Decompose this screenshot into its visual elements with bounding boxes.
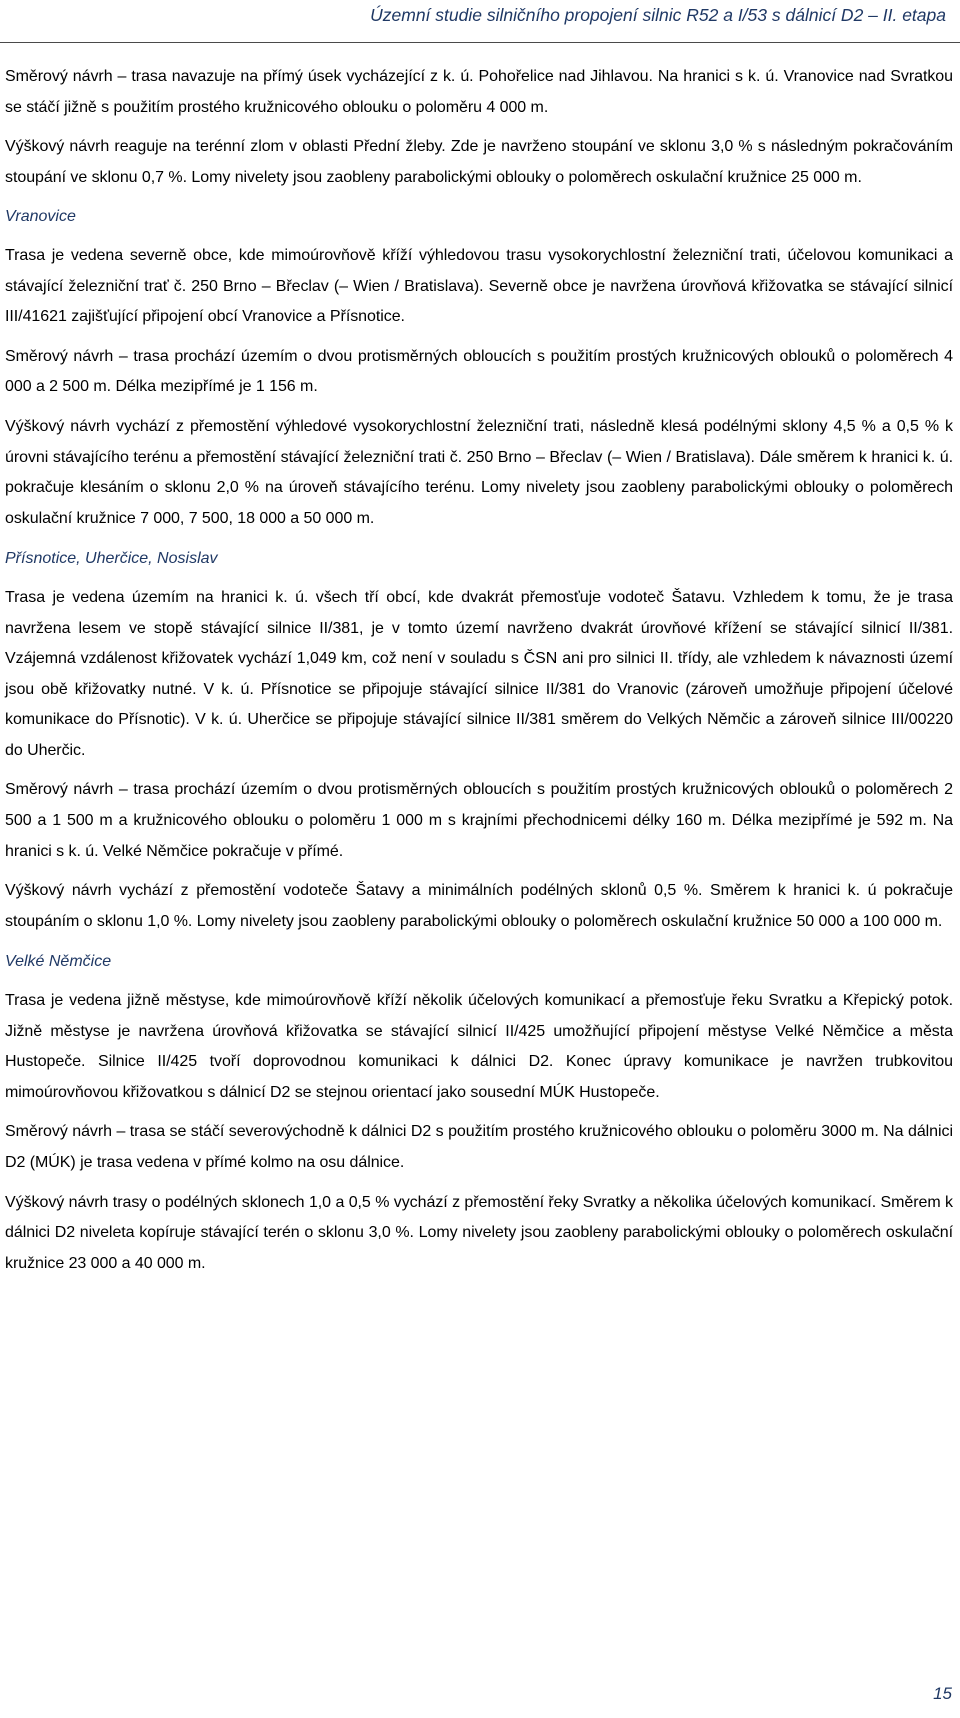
header-rule: [0, 42, 960, 43]
intro-paragraph-direction: Směrový návrh – trasa navazuje na přímý úsek vycházející z k. ú. Pohořelice nad Jihlavou. Na hranici s k. ú. Vranovice nad Svratkou se stáčí jižně s použitím prostého kružnicového oblouku o poloměru 4 000 m.: [5, 68, 953, 116]
section-title-velke-nemcice: Velké Němčice: [5, 953, 112, 971]
section-paragraph: Trasa je vedena severně obce, kde mimoúrovňově kříží výhledovou trasu vysokorychlostní železniční trati, účelovou komunikaci a stávající železniční trať č. 250 Brno – Břeclav (– Wien / Bratislava). Severně obce je navržena úrovňová křižovatka se stávající silnicí III/41621 zajišťující připojení obcí Vranovice a Přísnotice.: [5, 246, 953, 326]
section-paragraph: Směrový návrh – trasa se stáčí severovýchodně k dálnici D2 s použitím prostého kružnicového oblouku o poloměru 3000 m. Na dálnici D2 (MÚK) je trasa vedena v přímé kolmo na osu dálnice.: [5, 1123, 953, 1171]
section-paragraph: Směrový návrh – trasa prochází územím o dvou protisměrných obloucích s použitím prostých kružnicových oblouků o poloměrech 4 000 a 2 500 m. Délka mezipřímé je 1 156 m.: [5, 347, 953, 396]
running-header: Územní studie silničního propojení silnic R52 a I/53 s dálnicí D2 – II. etapa: [370, 5, 946, 25]
section-paragraph: Výškový návrh trasy o podélných sklonech 1,0 a 0,5 % vychází z přemostění řeky Svratky a několika účelových komunikací. Směrem k dálnici D2 niveleta kopíruje stávající terén o sklonu 3,0 %. Lomy nivelety jsou zaobleny parabolickými oblouky o poloměrech oskulační kružnice 23 000 a 40 000 m.: [5, 1193, 953, 1272]
section-title-prisnotice: Přísnotice, Uherčice, Nosislav: [5, 550, 218, 568]
section-paragraph: Výškový návrh vychází z přemostění výhledové vysokorychlostní železniční trati, následně klesá podélnými sklony 4,5 % a 0,5 % k úrovni stávajícího terénu a přemostění stávající železniční trati č. 250 Brno – Břeclav (– Wien / Bratislava). Dále směrem k hranici k. ú. pokračuje klesáním o sklonu 2,0 % na úroveň stávajícího terénu. Lomy nivelety jsou zaobleny parabolickými oblouky o poloměrech oskulační kružnice 7 000, 7 500, 18 000 a 50 000 m.: [5, 417, 953, 527]
section-title-vranovice: Vranovice: [5, 208, 76, 226]
section-paragraph: Směrový návrh – trasa prochází územím o dvou protisměrných obloucích s použitím prostých kružnicových oblouků o poloměrech 2 500 a 1 500 m a kružnicového oblouku o poloměru 1 000 m s krajními přechodnicemi délky 160 m. Délka mezipřímé je 592 m. Na hranici s k. ú. Velké Němčice pokračuje v přímé.: [5, 781, 953, 860]
section-paragraph: Trasa je vedena jižně městyse, kde mimoúrovňově kříží několik účelových komunikací a přemosťuje řeku Svratku a Křepický potok. Jižně městyse je navržena úrovňová křižovatka se stávající silnicí II/425 umožňující připojení městyse Velké Němčice a města Hustopeče. Silnice II/425 tvoří doprovodnou komunikaci k dálnici D2. Konec úpravy komunikace je navržen trubkovitou mimoúrovňovou křižovatkou s dálnicí D2 se stejnou orientací jako sousední MÚK Hustopeče.: [5, 992, 953, 1101]
page-number: 15: [933, 1684, 952, 1703]
intro-paragraph-elevation: Výškový návrh reaguje na terénní zlom v oblasti Přední žleby. Zde je navrženo stoupání ve sklonu 3,0 % s následným pokračováním stoupání ve sklonu 0,7 %. Lomy nivelety jsou zaobleny parabolickými oblouky o poloměrech oskulační kružnice 25 000 m.: [5, 138, 953, 186]
section-paragraph: Trasa je vedena územím na hranici k. ú. všech tří obcí, kde dvakrát přemosťuje vodoteč Šatavu. Vzhledem k tomu, že je trasa navržena lesem ve stopě stávající silnice II/381, je v tomto území navrženo dvakrát úrovňové křížení se stávající silnicí II/381. Vzájemná vzdálenost křižovatek vychází 1,049 km, což není v souladu s ČSN ani pro silnici II. třídy, ale vzhledem k návaznosti území jsou obě křižovatky nutné. V k. ú. Přísnotice se připojuje stávající silnice II/381 do Vranovic (zároveň umožňuje připojení účelové komunikace do Přísnotic). V k. ú. Uherčice se připojuje stávající silnice II/381 směrem do Velkých Němčic a zároveň silnice III/00220 do Uherčic.: [5, 588, 953, 759]
page-body: [5, 62, 953, 1288]
section-paragraph: Výškový návrh vychází z přemostění vodoteče Šatavy a minimálních podélných sklonů 0,5 %. Směrem k hranici k. ú pokračuje stoupáním o sklonu 1,0 %. Lomy nivelety jsou zaobleny parabolickými oblouky o poloměrech oskulační kružnice 50 000 a 100 000 m.: [5, 882, 953, 930]
